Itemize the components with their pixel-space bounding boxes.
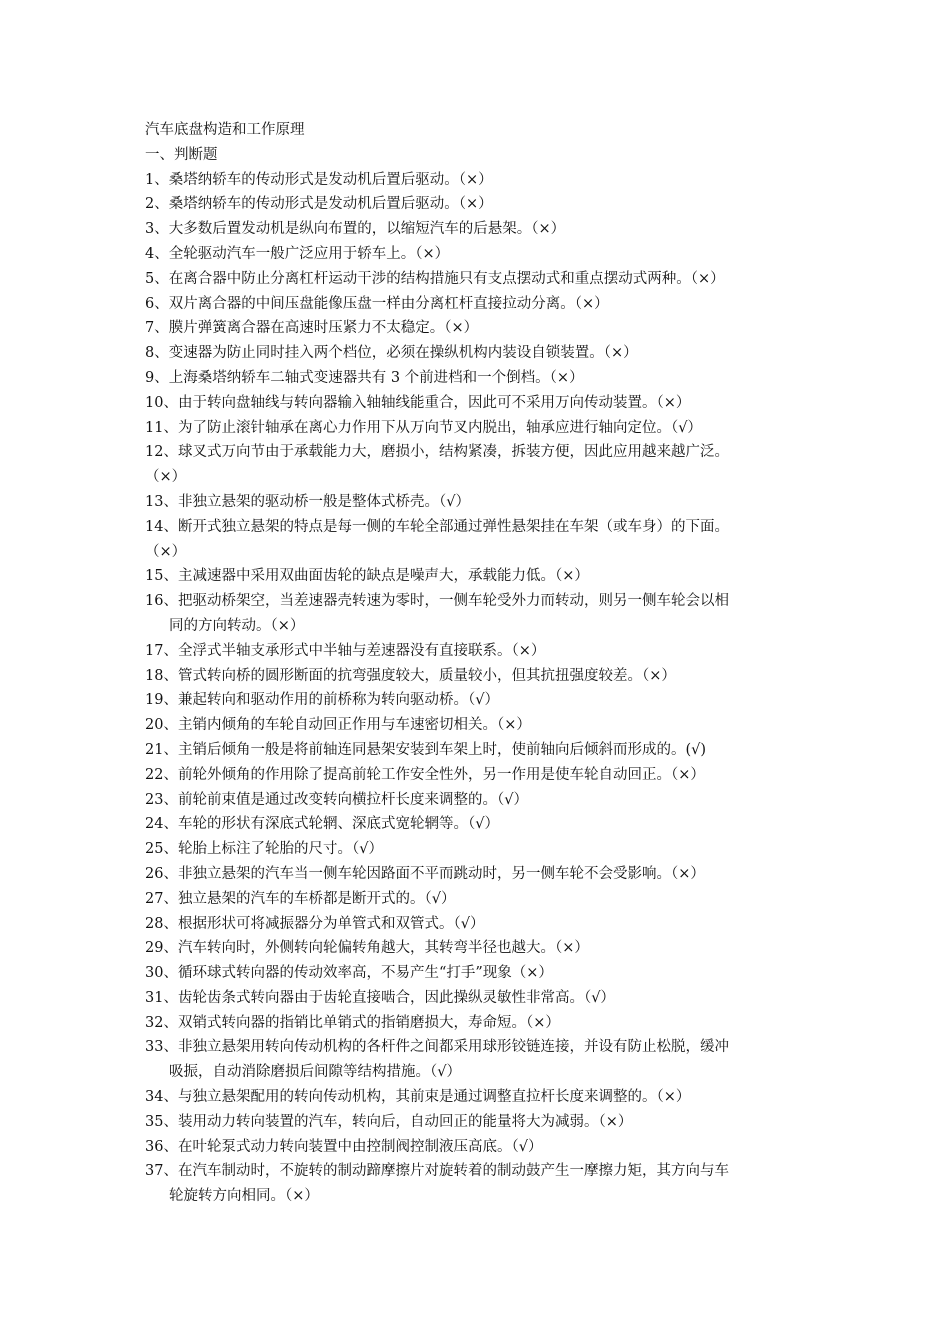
question-item <box>145 936 813 961</box>
question-text: 19、兼起转向和驱动作用的前桥称为转向驱动桥。（√） <box>145 692 499 709</box>
question-text: 5、在离合器中防止分离杠杆运动干涉的结构措施只有支点摆动式和重点摆动式两种。（×） <box>145 270 725 287</box>
section-heading: 一、判断题 <box>145 146 218 163</box>
question-item <box>145 1035 813 1085</box>
question-text-continued: 吸振，自动消除磨损后间隙等结构措施。（√） <box>169 1064 461 1081</box>
question-item <box>145 589 813 639</box>
question-text: 29、汽车转向时，外侧转向轮偏转角越大，其转弯半径也越大。（×） <box>145 940 589 957</box>
question-item <box>145 812 813 837</box>
question-item <box>145 490 813 515</box>
question-item <box>145 1011 813 1036</box>
question-item <box>145 391 813 416</box>
question-text: 3、大多数后置发动机是纵向布置的，以缩短汽车的后悬架。（×） <box>145 221 566 238</box>
document-page <box>145 118 813 1209</box>
question-text: 8、变速器为防止同时挂入两个档位，必须在操纵机构内装设自锁装置。（×） <box>145 345 638 362</box>
question-item <box>145 862 813 887</box>
question-text: 28、根据形状可将减振器分为单管式和双管式。（√） <box>145 915 485 932</box>
question-text-continued: （×） <box>145 543 187 560</box>
question-text-continued: 同的方向转动。（×） <box>169 617 305 634</box>
question-item <box>145 713 813 738</box>
question-item <box>145 416 813 441</box>
question-text: 12、球叉式万向节由于承载能力大，磨损小，结构紧凑，拆装方便，因此应用越来越广泛。 <box>145 444 729 461</box>
question-item <box>145 1135 813 1160</box>
question-text: 31、齿轮齿条式转向器由于齿轮直接啮合，因此操纵灵敏性非常高。（√） <box>145 989 615 1006</box>
question-text: 24、车轮的形状有深底式轮辋、深底式宽轮辋等。（√） <box>145 816 499 833</box>
question-text: 20、主销内倾角的车轮自动回正作用与车速密切相关。（×） <box>145 717 531 734</box>
question-item <box>145 1110 813 1135</box>
question-item <box>145 515 813 565</box>
question-item <box>145 887 813 912</box>
question-text-continued: 轮旋转方向相同。（×） <box>169 1188 319 1205</box>
question-text: 21、主销后倾角一般是将前轴连同悬架安装到车架上时，使前轴向后倾斜而形成的。(√) <box>145 741 707 758</box>
question-text: 30、循环球式转向器的传动效率高，不易产生“打手”现象（×） <box>145 965 553 982</box>
question-item <box>145 316 813 341</box>
question-item <box>145 912 813 937</box>
question-text: 7、膜片弹簧离合器在高速时压紧力不太稳定。（×） <box>145 320 479 337</box>
question-text: 9、上海桑塔纳轿车二轴式变速器共有 3 个前进档和一个倒档。（×） <box>145 369 584 386</box>
question-item <box>145 738 813 763</box>
question-item <box>145 1159 813 1209</box>
question-text: 18、管式转向桥的圆形断面的抗弯强度较大，质量较小，但其抗扭强度较差。（×） <box>145 667 676 684</box>
question-item <box>145 986 813 1011</box>
question-item <box>145 763 813 788</box>
question-text: 35、装用动力转向装置的汽车，转向后，自动回正的能量将大为减弱。（×） <box>145 1113 633 1130</box>
question-text: 34、与独立悬架配用的转向传动机构，其前束是通过调整直拉杆长度来调整的。（×） <box>145 1089 691 1106</box>
question-text: 22、前轮外倾角的作用除了提高前轮工作安全性外，另一作用是使车轮自动回正。（×） <box>145 766 705 783</box>
question-item <box>145 688 813 713</box>
question-item <box>145 341 813 366</box>
question-item <box>145 837 813 862</box>
question-text-continued: （×） <box>145 469 187 486</box>
question-text: 6、双片离合器的中间压盘能像压盘一样由分离杠杆直接拉动分离。（×） <box>145 295 609 312</box>
question-text: 32、双销式转向器的指销比单销式的指销磨损大，寿命短。（×） <box>145 1014 560 1031</box>
question-item <box>145 564 813 589</box>
question-item <box>145 961 813 986</box>
question-text: 11、为了防止滚针轴承在离心力作用下从万向节叉内脱出，轴承应进行轴向定位。（√） <box>145 419 702 436</box>
question-item <box>145 366 813 391</box>
question-item <box>145 168 813 193</box>
document-title: 汽车底盘构造和工作原理 <box>145 122 305 138</box>
question-text: 27、独立悬架的汽车的车桥都是断开式的。（√） <box>145 890 456 907</box>
question-text: 36、在叶轮泵式动力转向装置中由控制阀控制液压高底。（√） <box>145 1138 543 1155</box>
question-text: 10、由于转向盘轴线与转向器输入轴轴线能重合，因此可不采用万向传动装置。（×） <box>145 394 691 411</box>
question-item <box>145 292 813 317</box>
question-item <box>145 440 813 490</box>
question-text: 13、非独立悬架的驱动桥一般是整体式桥壳。（√） <box>145 493 470 510</box>
question-text: 2、桑塔纳轿车的传动形式是发动机后置后驱动。（×） <box>145 196 493 213</box>
question-item <box>145 242 813 267</box>
question-text: 16、把驱动桥架空，当差速器壳转速为零时，一侧车轮受外力而转动，则另一侧车轮会以相 <box>145 593 729 610</box>
question-text: 33、非独立悬架用转向传动机构的各杆件之间都采用球形铰链连接，并设有防止松脱，缓冲 <box>145 1039 729 1056</box>
question-item <box>145 217 813 242</box>
question-item <box>145 788 813 813</box>
question-text: 1、桑塔纳轿车的传动形式是发动机后置后驱动。（×） <box>145 171 493 188</box>
question-text: 23、前轮前束值是通过改变转向横拉杆长度来调整的。（√） <box>145 791 528 808</box>
question-item <box>145 639 813 664</box>
question-item <box>145 1085 813 1110</box>
question-text: 37、在汽车制动时，不旋转的制动蹄摩擦片对旋转着的制动鼓产生一摩擦力矩，其方向与车 <box>145 1163 729 1180</box>
question-text: 15、主减速器中采用双曲面齿轮的缺点是噪声大，承载能力低。（×） <box>145 568 589 585</box>
question-item <box>145 664 813 689</box>
question-text: 4、全轮驱动汽车一般广泛应用于轿车上。（×） <box>145 245 450 262</box>
question-text: 25、轮胎上标注了轮胎的尺寸。（√） <box>145 841 383 858</box>
question-item <box>145 192 813 217</box>
question-text: 26、非独立悬架的汽车当一侧车轮因路面不平而跳动时，另一侧车轮不会受影响。（×） <box>145 865 705 882</box>
question-text: 17、全浮式半轴支承形式中半轴与差速器没有直接联系。（×） <box>145 642 546 659</box>
question-item <box>145 267 813 292</box>
question-list <box>145 168 813 1209</box>
question-text: 14、断开式独立悬架的特点是每一侧的车轮全部通过弹性悬架挂在车架（或车身）的下面。 <box>145 518 729 535</box>
